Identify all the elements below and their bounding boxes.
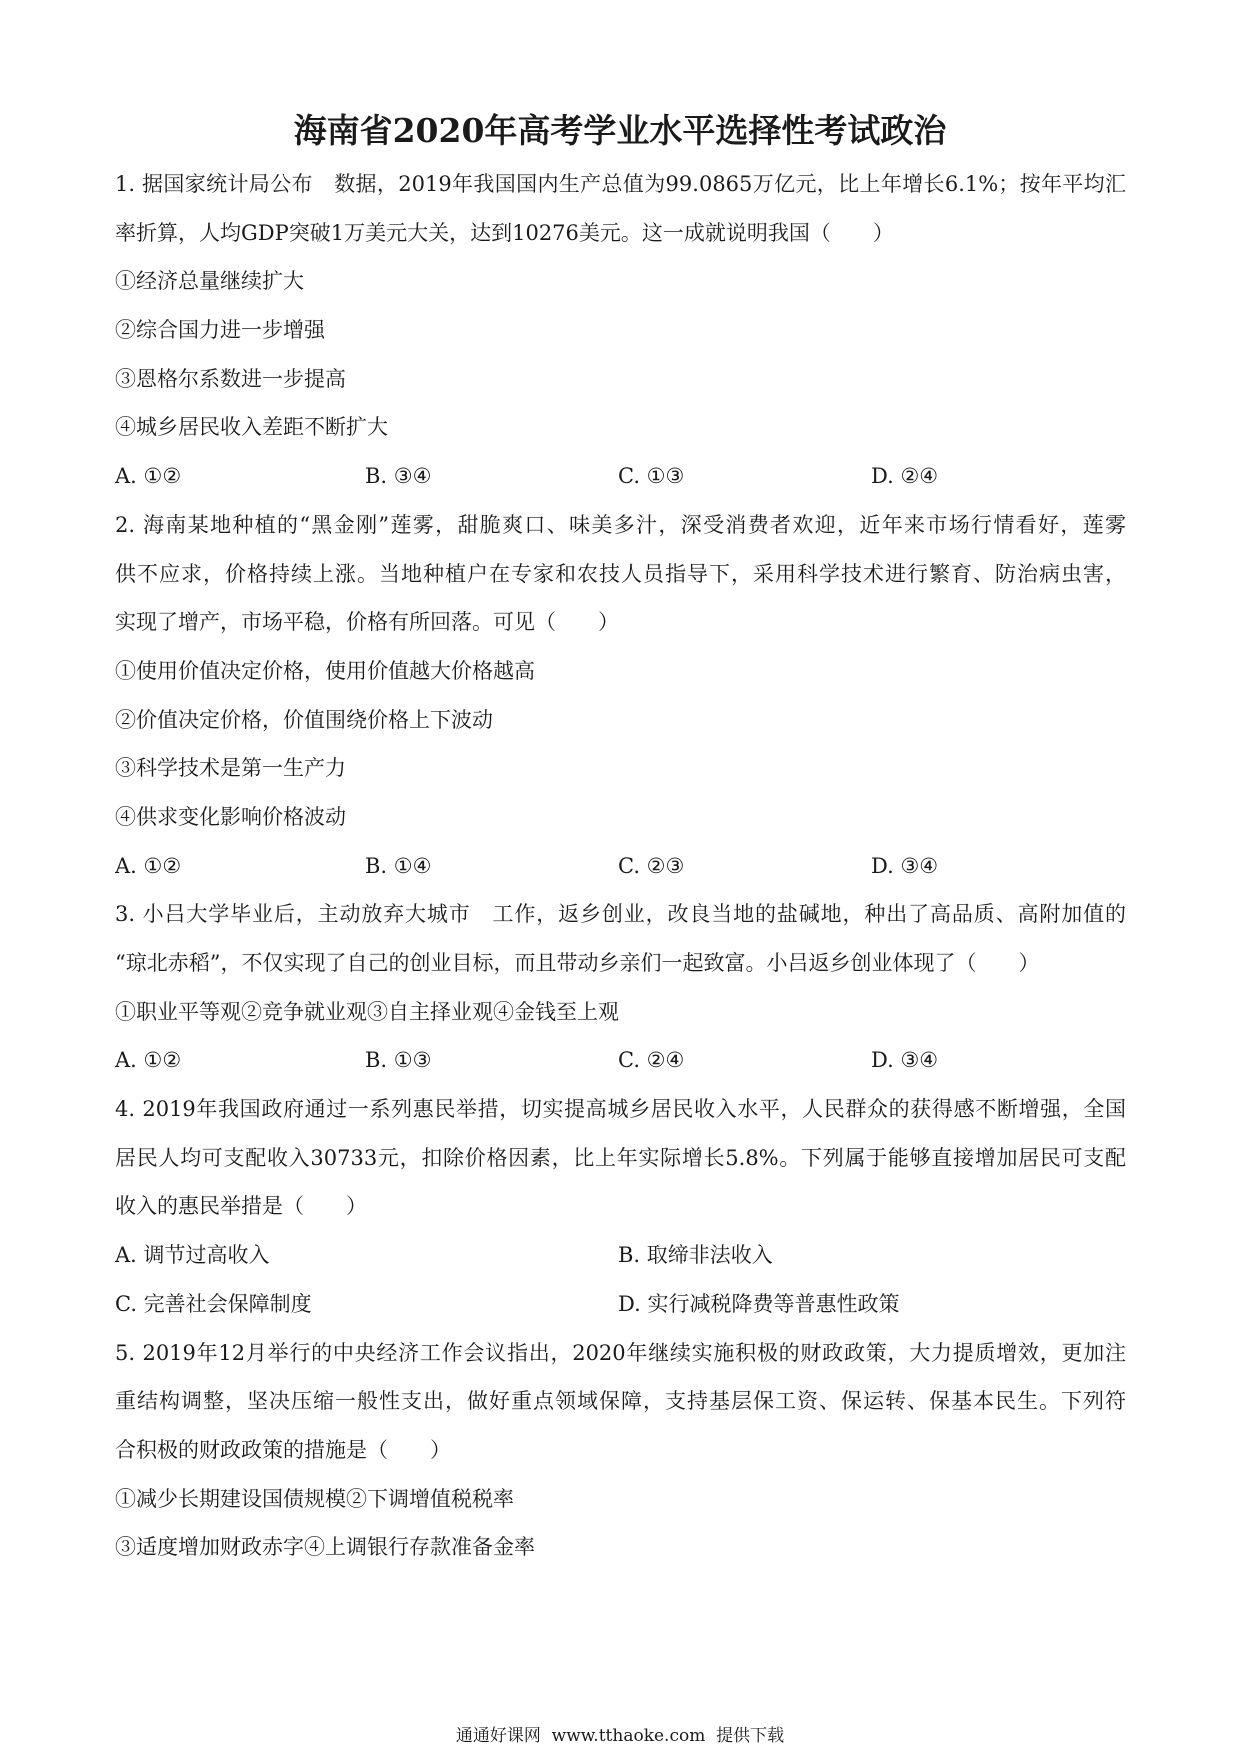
answer-option: D. ③④: [871, 1048, 939, 1073]
question: [115, 160, 1126, 501]
answer-option: B. ①④: [365, 853, 432, 878]
answer-option: D. 实行减税降费等普惠性政策: [618, 1291, 900, 1316]
question-stem-line: 3. 小吕大学毕业后，主动放弃大城市 工作，返乡创业，改良当地的盐碱地，种出了高品质、高附加值的: [115, 902, 1126, 927]
question: [115, 501, 1126, 891]
statement: ②综合国力进一步增强: [115, 318, 325, 343]
question-stem-line: 实现了增产，市场平稳，价格有所回落。可见（ ）: [115, 610, 619, 635]
option-row: [115, 452, 1126, 501]
question-stem-line: 收入的惠民举措是（ ）: [115, 1194, 367, 1219]
page-footer: 通通好课网 www.tthaoke.com 提供下载: [455, 1726, 785, 1746]
answer-option: D. ②④: [871, 464, 939, 489]
option-row: [115, 842, 1126, 891]
statement: ③科学技术是第一生产力: [115, 756, 346, 781]
statement: ③恩格尔系数进一步提高: [115, 366, 346, 391]
statement: ①使用价值决定价格，使用价值越大价格越高: [115, 658, 535, 683]
answer-option: A. ①②: [115, 1048, 182, 1073]
answer-option: A. ①②: [115, 464, 182, 489]
answer-option: D. ③④: [871, 853, 939, 878]
option-row: [115, 1036, 1126, 1085]
answer-option: A. ①②: [115, 853, 182, 878]
answer-option: C. ②④: [618, 1048, 685, 1073]
answer-option: B. 取缔非法收入: [618, 1243, 773, 1268]
question-stem-line: “琼北赤稻”，不仅实现了自己的创业目标，而且带动乡亲们一起致富。小吕返乡创业体现了（ ）: [115, 951, 1040, 975]
answer-option: B. ①③: [365, 1048, 432, 1073]
question: [115, 1085, 1126, 1328]
statement: ①职业平等观②竞争就业观③自主择业观④金钱至上观: [115, 999, 619, 1024]
question-stem-line: 重结构调整，坚决压缩一般性支出，做好重点领域保障，支持基层保工资、保运转、保基本民生。下列符: [115, 1389, 1126, 1414]
answer-option: C. ②③: [618, 853, 685, 878]
question: [115, 1329, 1126, 1572]
statement: ③适度增加财政赤字④上调银行存款准备金率: [115, 1535, 535, 1560]
statement: ④供求变化影响价格波动: [115, 804, 346, 829]
question-stem-line: 5. 2019年12月举行的中央经济工作会议指出，2020年继续实施积极的财政政策，大力提质增效，更加注: [115, 1340, 1126, 1365]
question-stem-line: 合积极的财政政策的措施是（ ）: [115, 1437, 451, 1462]
option-row: [115, 1231, 1126, 1280]
statement: ①减少长期建设国债规模②下调增值税税率: [115, 1486, 514, 1511]
answer-option: A. 调节过高收入: [115, 1243, 270, 1268]
question-stem-line: 供不应求，价格持续上涨。当地种植户在专家和农技人员指导下，采用科学技术进行繁育、防治病虫害，: [115, 561, 1126, 586]
question-list: [115, 160, 1126, 1572]
answer-option: B. ③④: [365, 464, 432, 489]
statement: ④城乡居民收入差距不断扩大: [115, 415, 388, 440]
answer-option: C. ①③: [618, 464, 685, 489]
answer-option: C. 完善社会保障制度: [115, 1291, 312, 1316]
question-stem-line: 2. 海南某地种植的“黑金刚”莲雾，甜脆爽口、味美多汁，深受消费者欢迎，近年来市场行情看好，莲雾: [115, 512, 1126, 537]
question-stem-line: 居民人均可支配收入30733元，扣除价格因素，比上年实际增长5.8%。下列属于能够直接增加居民可支配: [115, 1145, 1126, 1170]
question: [115, 890, 1126, 1085]
statement: ①经济总量继续扩大: [115, 269, 304, 294]
option-row: [115, 1280, 1126, 1329]
question-stem-line: 4. 2019年我国政府通过一系列惠民举措，切实提高城乡居民收入水平，人民群众的获得感不断增强，全国: [115, 1097, 1126, 1122]
question-stem-line: 1. 据国家统计局公布 数据，2019年我国国内生产总值为99.0865万亿元，比上年增长6.1%；按年平均汇: [115, 172, 1126, 196]
question-stem-line: 率折算，人均GDP突破1万美元大关，达到10276美元。这一成就说明我国（ ）: [115, 220, 894, 245]
page-title: 海南省2020年高考学业水平选择性考试政治: [293, 111, 947, 150]
statement: ②价值决定价格，价值围绕价格上下波动: [115, 707, 493, 732]
